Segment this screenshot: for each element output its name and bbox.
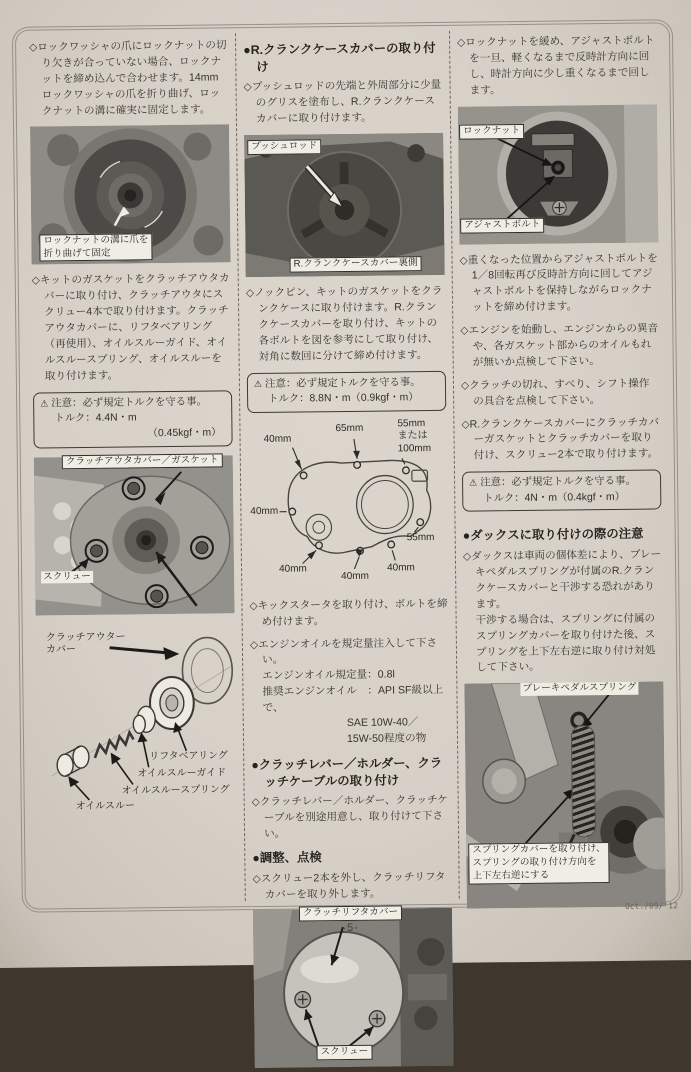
caution-box-torque-44: [33, 390, 233, 448]
caution-torque-value: トルク：8.8N・m（0.9kgf・m）: [254, 390, 439, 408]
bolt-label-bottom-right: 40mm: [387, 562, 415, 575]
label-oil-through: オイルスルー: [76, 800, 135, 813]
bolt-label-top-mid: 65mm: [335, 423, 363, 436]
columns: [22, 28, 673, 903]
oil-spec-sae: SAE 10W-40／: [347, 715, 450, 732]
photo-clutch-outer-cover: [34, 455, 235, 615]
page-number: -5-: [0, 918, 691, 938]
heading-crankcase-cover-install: ●R.クランクケースカバーの取り付け: [243, 40, 442, 76]
bolt-label-bottom-left: 40mm: [279, 563, 307, 576]
para-dax-remedy: 干渉する場合は、スプリングに付属のスプリングカバーを取り付けた後、スプリングを上下左右逆に取り付け対処して下さい。: [464, 611, 664, 677]
para-kickstarter: ◇キックスタータを取り付け、ボルトを締め付けます。: [249, 597, 448, 631]
bolt-label-right: 55mm: [407, 532, 435, 545]
para-remove-screws: ◇スクリュー2本を外し、クラッチリフタカバーを取り外します。: [252, 870, 451, 904]
oil-spec-quantity: エンジンオイル規定量：0.8l: [262, 667, 449, 685]
label-screw: スクリュー: [316, 1045, 372, 1061]
warning-icon: ⚠: [40, 398, 48, 408]
label-lifter-bearing: リフタベアリング: [149, 750, 228, 763]
para-lockwasher: ◇ロックワッシャの爪にロックナットの切り欠きが合っていない場合、ロックナットを締め込んで合わせます。14mmロックワッシャの爪を折り曲げ、ロックナットの溝に確実に固定します。: [29, 38, 229, 120]
para-clutch-cover-install: ◇R.クランクケースカバーにクラッチカバーガスケットとクラッチカバーを取り付け、スクリュー2本で取り付けます。: [461, 415, 661, 465]
label-pushrod: プッシュロッド: [247, 139, 321, 155]
heading-dax-note: ●ダックスに取り付けの際の注意: [463, 526, 662, 545]
warning-icon: ⚠: [254, 379, 262, 389]
para-engine-check: ◇エンジンを始動し、エンジンからの異音や、各ガスケット部からのオイルもれが無いか点検して下さい。: [460, 322, 660, 372]
oil-spec-recommended: 推奨エンジンオイル ：API SF級以上で、: [262, 683, 449, 717]
diagram-exploded-cover-parts: [36, 622, 237, 816]
photo-brake-pedal-spring: [464, 682, 666, 909]
para-gasket: ◇キットのガスケットをクラッチアウタカバーに取り付け、クラッチアウタにスクリュー4本で取り付けます。クラッチアウタカバーに、リフタベアリング（再使用）、オイルスルーガイド、オイルスルースプリング、オイルスルーを取り付けます。: [32, 272, 232, 385]
bolt-label-top-right: 55mm または 100mm: [397, 418, 431, 456]
para-dax-interference: ◇ダックスは車両の個体差により、ブレーキペダルスプリングが付属のR.クランクケースカバーと干渉する恐れがあります。: [463, 548, 663, 614]
photo-caption-locknut: ロックナットの溝に爪を 折り曲げて固定: [39, 233, 152, 262]
para-locknut-loosen: ◇ロックナットを緩め、アジャストボルトを一旦、軽くなるまで反時計方向に回し、時計方向に少し重くなるまで回します。: [457, 33, 657, 99]
caution-torque-value: トルク：4.4N・m: [40, 410, 225, 428]
para-pushrod: ◇プッシュロッドの先端と外周部分に少量のグリスを塗布し、R.クランクケースカバーに取り付けます。: [244, 78, 444, 128]
label-cover-back-side: R.クランクケースカバー裏側: [290, 256, 422, 272]
label-locknut: ロックナット: [459, 124, 524, 140]
photo-locknut-clutch: [30, 125, 231, 265]
caution-torque-kgf: （0.45kgf・m）: [40, 425, 225, 443]
label-screw: スクリュー: [41, 570, 93, 584]
label-oil-through-guide: オイルスルーガイド: [137, 767, 226, 781]
caution-title: 注意：必ず規定トルクを守る事。: [265, 377, 421, 390]
oil-spec-range: 15W-50程度の物: [347, 731, 450, 748]
photo-crankcase-cover-back: [244, 133, 445, 277]
caution-box-torque-4: [462, 470, 661, 512]
para-clutch-lever: ◇クラッチレバー／ホルダー、クラッチケーブルを別途用意し、取り付けて下さい。: [252, 793, 452, 843]
label-spring-cover-note: スプリングカバーを取り付け、 スプリングの取り付け方向を 上下左右逆にする: [468, 842, 610, 884]
photo-adjust-bolt: [458, 104, 659, 244]
para-adjust-bolt-turn: ◇重くなった位置からアジャストボルトを1／8回転再び反時計方向に回してアジャストボルトを保持しながらロックナットを締め付けます。: [459, 251, 659, 317]
label-outer-cover-gasket: クラッチアウタカバー／ガスケット: [62, 453, 223, 470]
label-clutch-lifter-cover: クラッチリフタカバー: [299, 906, 402, 922]
caution-title: 注意：必ず規定トルクを守る事。: [51, 396, 207, 409]
heading-adjust-inspect: ●調整、点検: [252, 848, 451, 867]
bolt-label-top-left: 40mm: [264, 433, 292, 446]
bolt-label-left: 40mm: [250, 506, 278, 519]
para-clutch-check: ◇クラッチの切れ、すべり、シフト操作の具合を点検して下さい。: [461, 376, 660, 410]
column-right: [449, 28, 673, 898]
column-middle: [235, 31, 459, 901]
clutch-outer-cover-photo-image: [34, 455, 235, 615]
caution-box-torque-88: [247, 370, 446, 412]
label-clutch-outer-cover: クラッチアウター カバー: [46, 631, 126, 657]
page-border: [15, 22, 680, 909]
column-left: [22, 33, 245, 903]
label-brake-pedal-spring: ブレーキペダルスプリング: [520, 682, 638, 696]
bolt-label-bottom-mid: 40mm: [341, 571, 369, 584]
spring-coil-art: [572, 727, 595, 837]
diagram-bolt-lengths: [247, 420, 448, 590]
heading-clutch-lever-install: ●クラッチレバー／ホルダー、クラッチケーブルの取り付け: [251, 755, 450, 791]
print-date: Oct./09/'12: [625, 901, 678, 911]
label-adjust-bolt: アジャストボルト: [460, 217, 544, 233]
caution-torque-value: トルク：4N・m（0.4kgf・m）: [469, 489, 654, 507]
caution-title: 注意：必ず規定トルクを守る事。: [480, 476, 636, 489]
para-knockpin: ◇ノックピン、キットのガスケットをクランクケースに取り付けます。R.クランクケースカバーを取り付け、キットの各ボルトを図を参考にして取り付け、対角に数回に分けて締め付けます。: [246, 284, 446, 366]
warning-icon: ⚠: [469, 478, 477, 488]
para-oil-head: ◇エンジンオイルを規定量注入して下さい。: [250, 635, 449, 669]
label-oil-through-spring: オイルスルースプリング: [121, 784, 229, 798]
